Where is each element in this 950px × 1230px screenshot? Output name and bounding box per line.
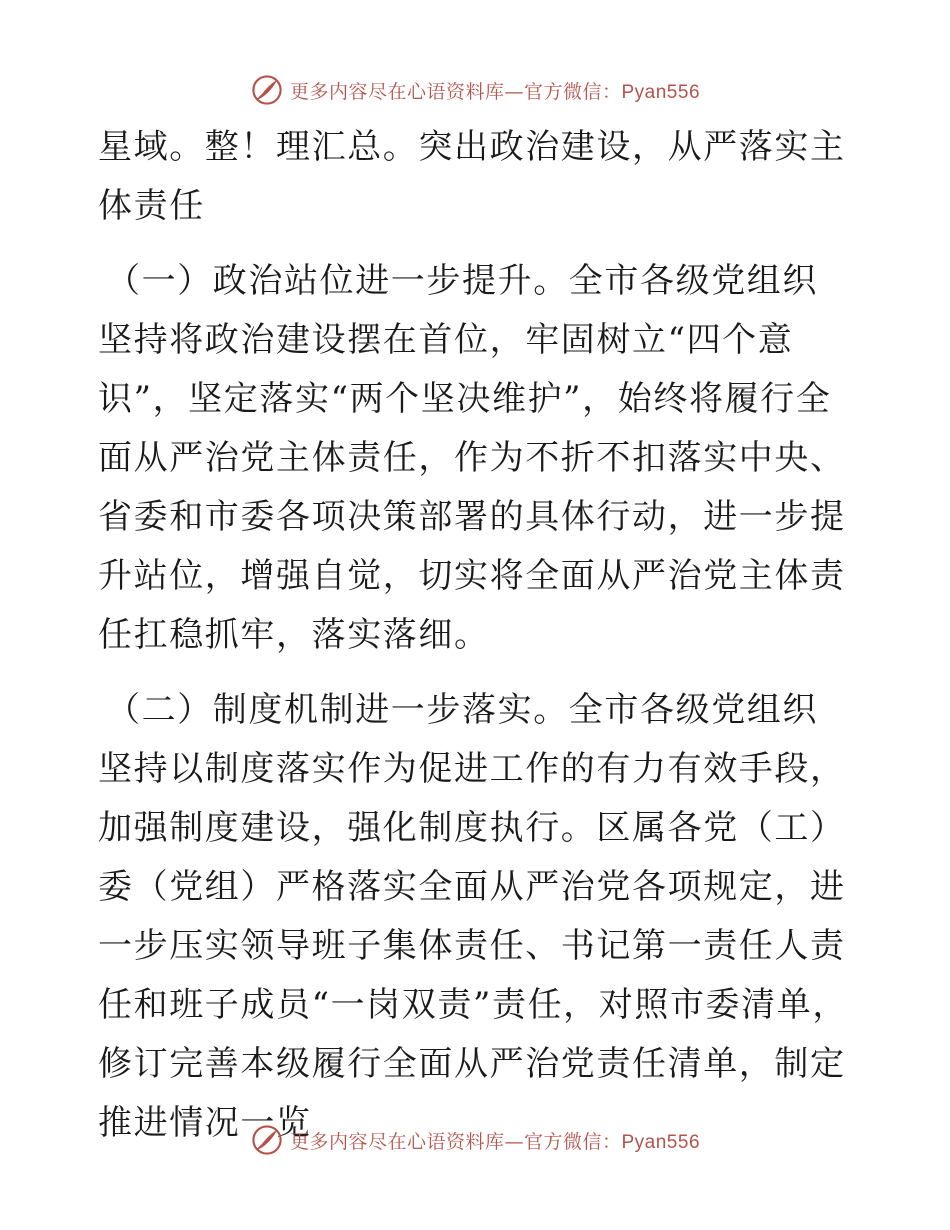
paragraph-political-standing: （一）政治站位进一步提升。全市各级党组织坚持将政治建设摆在首位，牢固树立“四个意识”，坚定落实“两个坚决维护”，始终将履行全面从严治党主体责任，作为不折不扣落实中央、省委和市委各项决策部署的具体行动，进一步提升站位，增强自觉，切实将全面从严治党主体责任扛稳抓牢，落实落细。	[98, 261, 846, 655]
paragraph-institutional-mechanism: （二）制度机制进一步落实。全市各级党组织坚持以制度落实作为促进工作的有力有效手段，加强制度建设，强化制度执行。区属各党（工）委（党组）严格落实全面从严治党各项规定，进一步压实领导班子集体责任、书记第一责任人责任和班子成员“一岗双责”责任，对照市委清单，修订完善本级履行全面从严治党责任清单，制定推进情况一览	[98, 690, 848, 1143]
header-watermark-banner	[0, 70, 950, 110]
watermark-label: 更多内容尽在心语资料库—官方微信：	[289, 80, 622, 103]
section-heading: 星域。整！理汇总。突出政治建设，从严落实主体责任	[98, 127, 846, 226]
red-quill-seal-icon	[250, 1123, 284, 1157]
watermark-label: 更多内容尽在心语资料库—官方微信：	[289, 1130, 622, 1153]
footer-watermark-banner	[0, 1120, 950, 1160]
watermark-contact: Pyan556	[621, 81, 701, 103]
red-quill-seal-icon	[250, 73, 284, 107]
watermark-text	[290, 1127, 700, 1154]
watermark-contact: Pyan556	[621, 1131, 701, 1153]
watermark-text	[290, 77, 700, 104]
document-body	[98, 118, 852, 1169]
